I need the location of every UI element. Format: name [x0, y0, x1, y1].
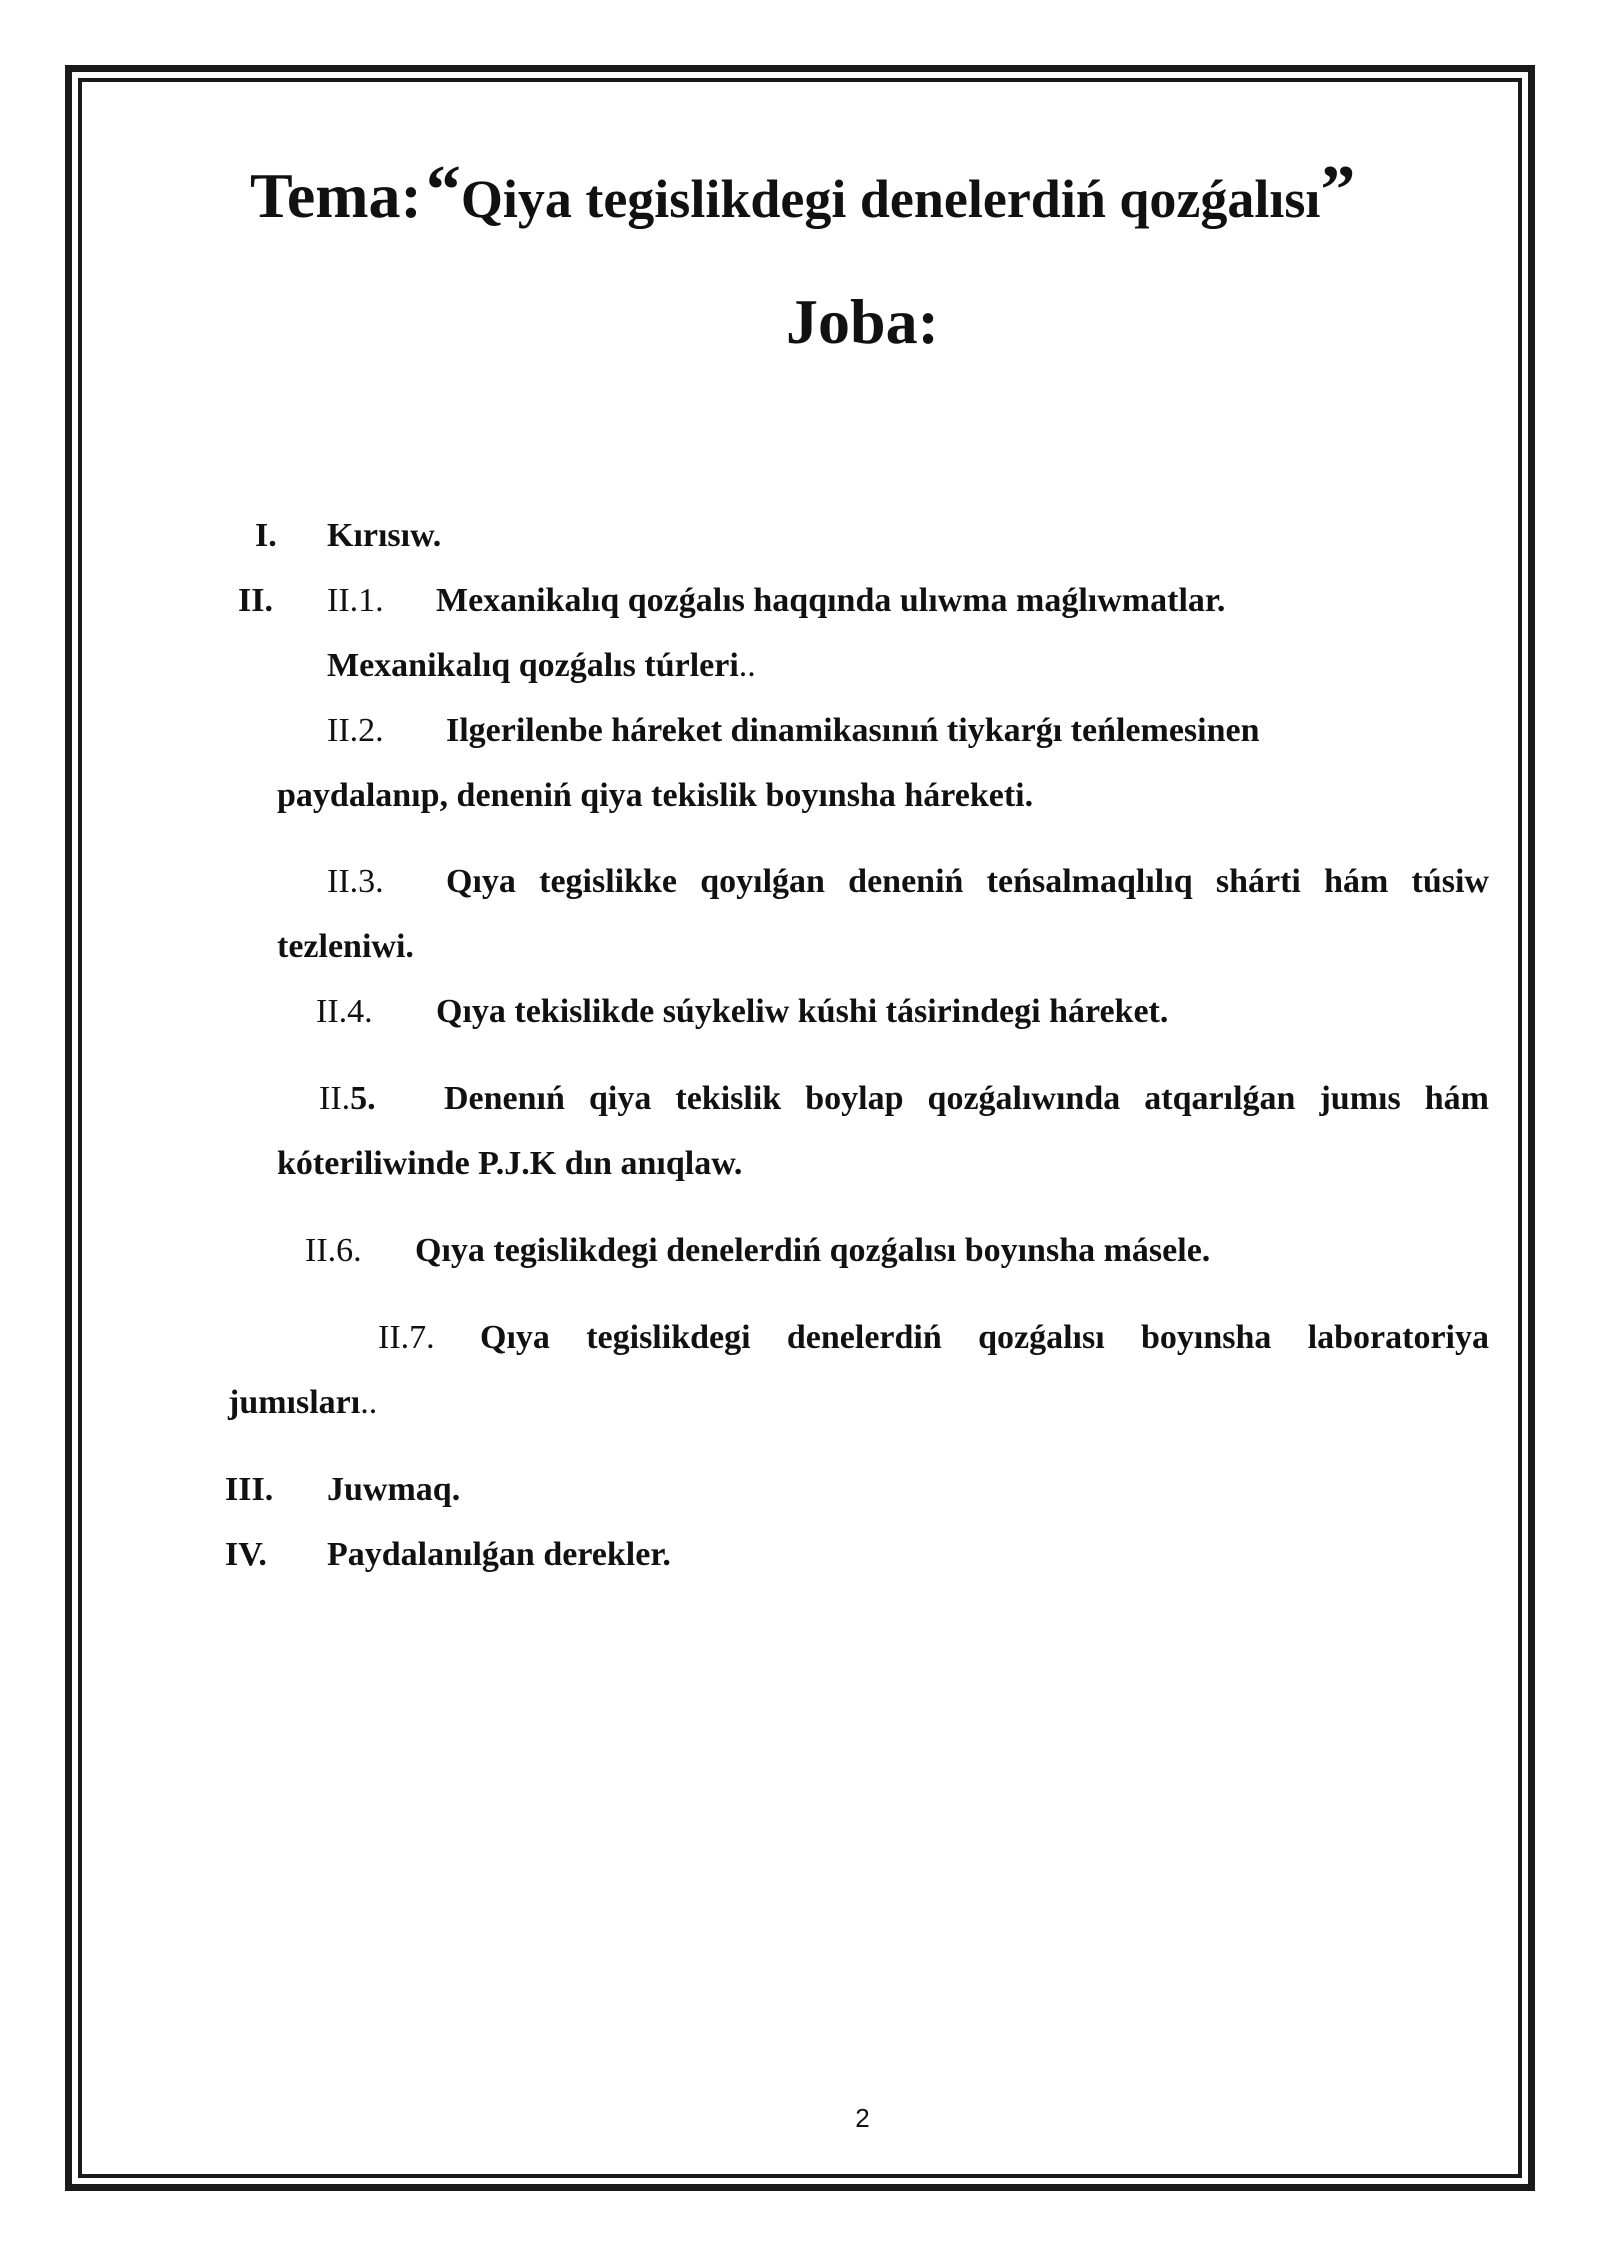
outline-sub-7-number: II.7. [378, 1319, 435, 1356]
outline-numeral-iii: III. [225, 1471, 274, 1508]
outline-sub-3-line1: Qıya tegislikke qoyılǵan deneniń teńsalmaqlılıq shárti hám túsiw [446, 863, 1489, 900]
outline-sub-6-number: II.6. [305, 1232, 362, 1269]
title-close-quote: ” [1320, 152, 1356, 229]
page-number: 2 [855, 2103, 870, 2133]
outline-sub-1-line2-tail: .. [738, 647, 756, 684]
outline-sub-1-number: II.1. [327, 582, 384, 619]
outline-sub-5-number-bold: 5. [350, 1080, 376, 1117]
outline-item-i: Kırısıw. [327, 517, 442, 554]
outline-sub-2-number: II.2. [327, 712, 384, 749]
outline-sub-3-number: II.3. [327, 863, 384, 900]
outline-sub-5-number [319, 1079, 376, 1120]
title-text: Qiya tegislikdegi denelerdiń qozǵalısı [460, 169, 1321, 229]
outline-sub-5-line1: Denenıń qiya tekislik boylap qozǵalıwında atqarılǵan jumıs hám [444, 1080, 1489, 1117]
outline-sub-1-line2 [327, 646, 756, 687]
outline-numeral-i: I. [255, 517, 277, 554]
outline-sub-4-text: Qıya tekislikde súykeliw kúshi tásirindegi háreket. [436, 993, 1169, 1030]
outline-numeral-ii: II. [238, 582, 273, 619]
outline-sub-5-line2: kóteriliwinde P.J.K dın anıqlaw. [277, 1145, 743, 1182]
outline-sub-2-line1: Ilgerilenbe háreket dinamikasınıń tiykarǵı teńlemesinen [446, 712, 1260, 749]
outline-sub-7-line1: Qıya tegislikdegi denelerdiń qozǵalısı boyınsha laboratoriya [480, 1319, 1489, 1356]
outline-item-iv: Paydalanılǵan derekler. [327, 1536, 671, 1573]
outline-sub-6-text: Qıya tegislikdegi denelerdiń qozǵalısı boyınsha másele. [415, 1232, 1211, 1269]
title-open-quote: “ [425, 152, 461, 229]
outline-sub-3-line2: tezleniwi. [277, 928, 414, 965]
outline-sub-1-line2-text: Mexanikalıq qozǵalıs túrleri [327, 647, 739, 684]
page-border-inner [78, 78, 1522, 2178]
document-title [250, 152, 1490, 231]
outline-sub-7-line2 [228, 1383, 377, 1424]
outline-item-iii: Juwmaq. [327, 1471, 461, 1508]
outline-sub-7-line2-tail: .. [360, 1384, 378, 1421]
outline-sub-7-line2-text: jumısları [228, 1384, 361, 1421]
title-label: Tema: [250, 160, 422, 231]
outline-numeral-iv: IV. [225, 1536, 267, 1573]
outline-sub-5-number-prefix: II. [319, 1080, 351, 1117]
outline-sub-2-line2: paydalanıp, deneniń qiya tekislik boyınsha háreketi. [277, 777, 1034, 814]
outline-sub-1-line1: Mexanikalıq qozǵalıs haqqında ulıwma maǵlıwmatlar. [436, 582, 1226, 619]
outline-sub-4-number: II.4. [316, 993, 373, 1030]
plan-heading: Joba: [786, 286, 939, 357]
